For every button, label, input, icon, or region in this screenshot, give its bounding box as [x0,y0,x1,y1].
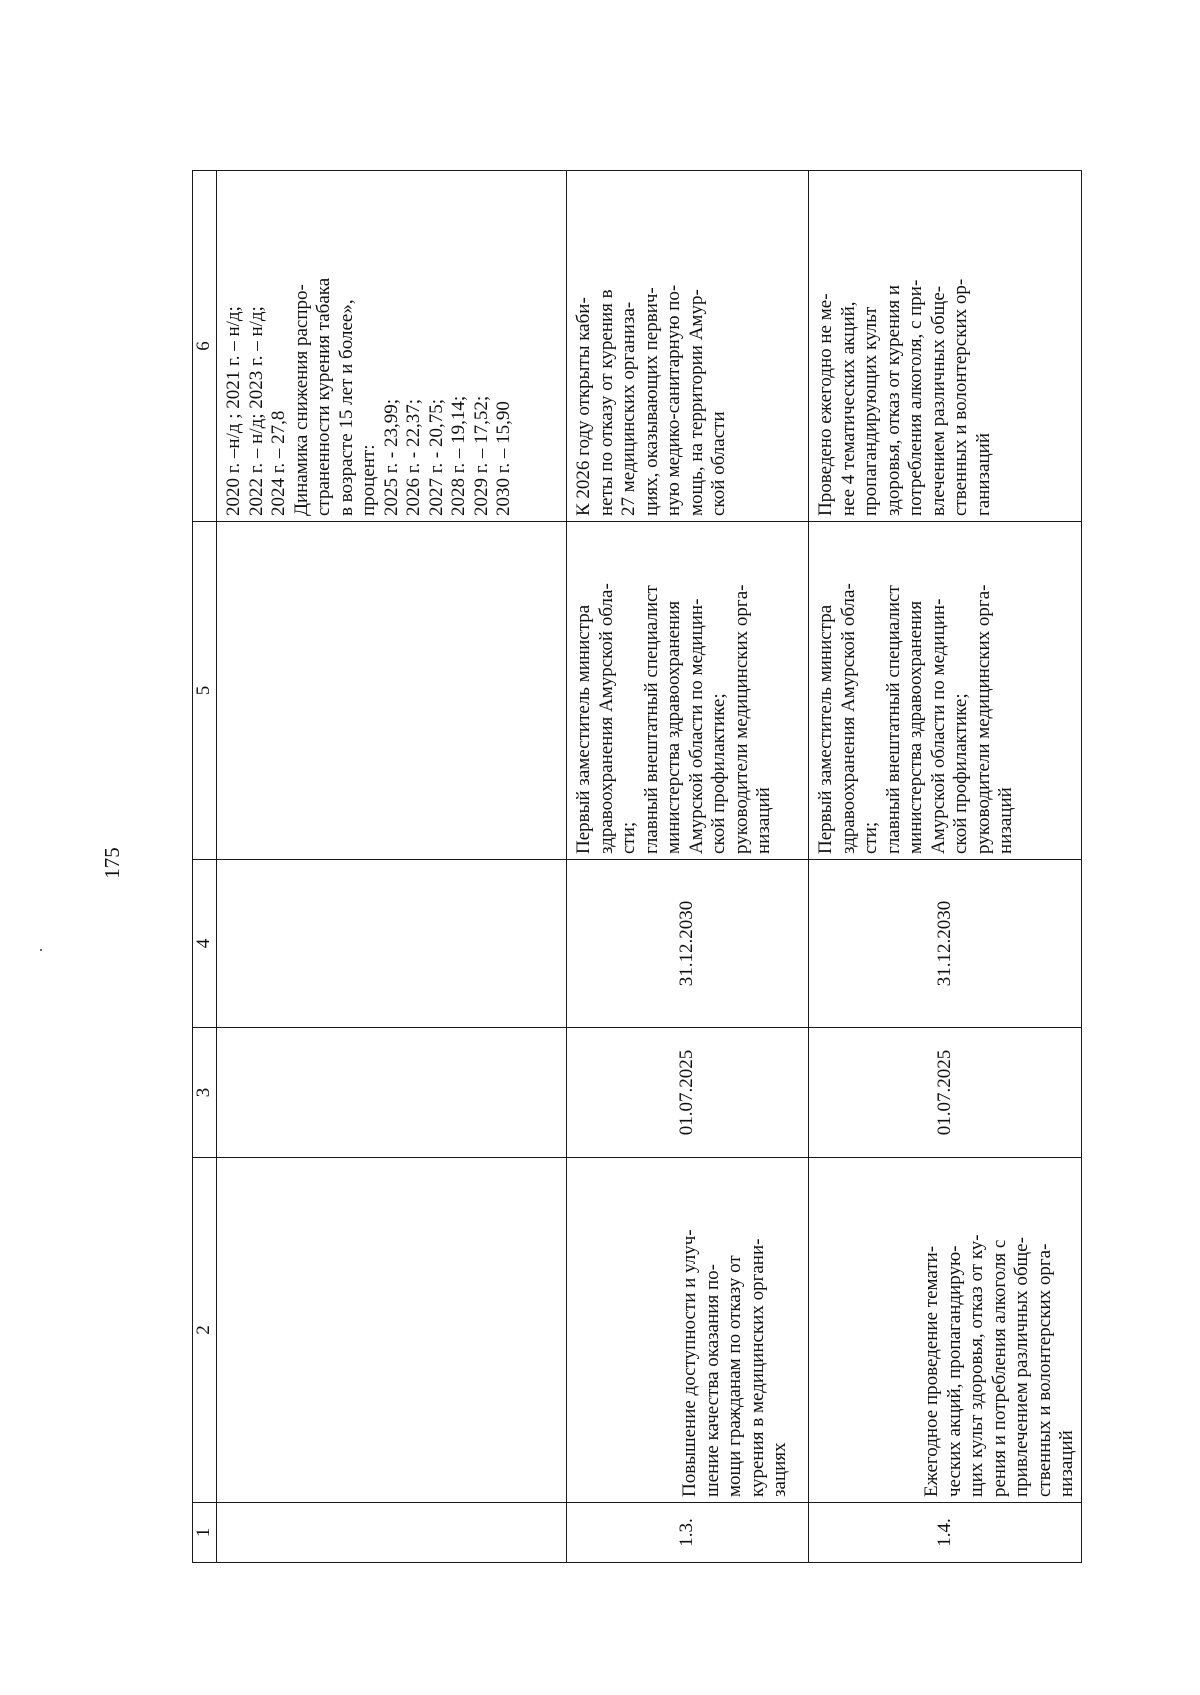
start-date: 01.07.2025 [676,1049,698,1136]
result-line: неты по отказу от курения в [595,289,617,516]
result-line: 2027 г. - 20,75; [425,398,447,516]
responsible-line: Амурской области по медицин- [685,598,707,854]
measure-name-line: шение качества оказания по- [701,1264,723,1497]
result-line: 27 медицинских организа- [618,301,639,516]
col-header-4: 4 [193,860,217,1028]
cell-responsible [217,522,567,860]
measure-name-line: курения в медицинских органи- [746,1238,768,1497]
result-line: влечением различных обще- [927,285,949,516]
cell-measure-name [567,1158,809,1503]
start-date: 01.07.2025 [933,1049,955,1136]
result-line: 2024 г. – 27,8 [268,410,289,516]
result-line: ную медико-санитарную по- [663,284,684,516]
col-header-5: 5 [193,522,217,860]
table-row [567,171,809,1563]
responsible-line: сти; [618,821,639,854]
responsible-line: ской профилактике; [950,693,971,854]
measures-table-rotated [192,171,1077,1563]
responsible-line: главный внештатный специалист [882,585,904,854]
measure-name-line: привлечением различных обще- [1011,1237,1032,1497]
cell-measure-name [217,1158,567,1503]
measure-name-line: Ежегодное проведение темати- [921,1245,942,1497]
measure-name-line: щих культ здоровья, отказ от ку- [966,1234,987,1497]
responsible-line: здравоохранения Амурской обла- [837,583,859,854]
responsible-line: ской профилактике; [708,693,729,854]
result-line: ственных и волонтерских ор- [950,278,971,516]
result-line: потребления алкоголя, с при- [905,279,926,516]
cell-result [217,171,567,522]
cell-end-date [217,860,567,1028]
responsible-line: Первый заместитель министра [815,604,836,854]
measure-name-line: мощи гражданам по отказу от [724,1255,745,1497]
col-header-2: 2 [193,1158,217,1503]
col-header-6: 6 [193,171,217,522]
table-row [809,171,1082,1563]
result-line: ганизаций [972,432,994,516]
cell-responsible [809,522,1082,860]
result-line: циях, оказывающих первич- [640,287,662,516]
responsible-line: главный внештатный специалист [640,585,662,854]
col-header-1: 1 [193,1503,217,1563]
measure-name-line: рения и потребления алкоголя с [988,1239,1010,1497]
cell-end-date [567,860,809,1028]
responsible-line: здравоохранения Амурской обла- [595,583,617,854]
cell-number [567,1503,809,1563]
cell-result [567,171,809,522]
measure-name-line: ственных и волонтерских орга- [1033,1243,1055,1497]
result-line: 2022 г. – н/д; 2023 г. – н/д; [245,306,267,516]
cell-start-date [217,1028,567,1158]
responsible-line: министерства здравоохранения [663,600,684,854]
responsible-line: низаций [995,787,1016,854]
end-date: 31.12.2030 [933,900,955,987]
header-row [193,171,217,1563]
result-line: ской области [708,411,729,516]
result-line: Динамика снижения распро- [290,284,312,516]
result-line: пропагандирующих культ [860,306,881,516]
measure-name-line: низаций [1056,1430,1077,1497]
scan-speck [40,949,42,951]
cell-number [217,1503,567,1563]
result-line: мощь, на территории Амур- [685,289,707,516]
responsible-line: Амурской области по медицин- [927,598,949,854]
measures-table [192,170,1082,1563]
page-number: 175 [100,847,124,879]
item-number: 1.4. [933,1518,955,1547]
responsible-line: руководители медицинских орга- [730,584,752,854]
item-number: 1.3. [676,1518,698,1547]
result-line: 2028 г. – 19,14; [448,395,469,516]
result-line: 2030 г. – 15,90 [493,401,514,516]
result-line: 2026 г. - 22,37; [403,398,424,516]
cell-start-date [567,1028,809,1158]
responsible-line: сти; [860,821,881,854]
cell-start-date [809,1028,1082,1158]
cell-measure-name [809,1158,1082,1503]
result-line: страненности курения табака [313,277,334,516]
result-line: нее 4 тематических акций, [837,301,859,516]
result-line: 2025 г. - 23,99; [380,398,402,516]
result-line: К 2026 году открыты каби- [573,297,594,516]
result-line: 2020 г. –н/д ; 2021 г. – н/д; [223,306,244,516]
table-row [217,171,567,1563]
responsible-line: низаций [753,787,774,854]
cell-result [809,171,1082,522]
result-line: в возрасте 15 лет и более», [335,299,357,516]
measure-name-line: ческих акций, пропагандирую- [943,1245,965,1497]
responsible-line: руководители медицинских орга- [972,584,994,854]
responsible-line: министерства здравоохранения [905,600,926,854]
measure-name-line: зациях [769,1442,790,1497]
col-header-3: 3 [193,1028,217,1158]
end-date: 31.12.2030 [676,900,698,987]
result-line: 2029 г. – 17,52; [470,395,492,516]
cell-responsible [567,522,809,860]
result-line: процент: [358,444,379,516]
measure-name-line: Повышение доступности и улуч- [679,1229,700,1497]
result-line: Проведено ежегодно не ме- [815,293,836,516]
cell-end-date [809,860,1082,1028]
result-line: здоровья, отказ от курения и [882,284,904,516]
cell-number [809,1503,1082,1563]
responsible-line: Первый заместитель министра [573,604,594,854]
